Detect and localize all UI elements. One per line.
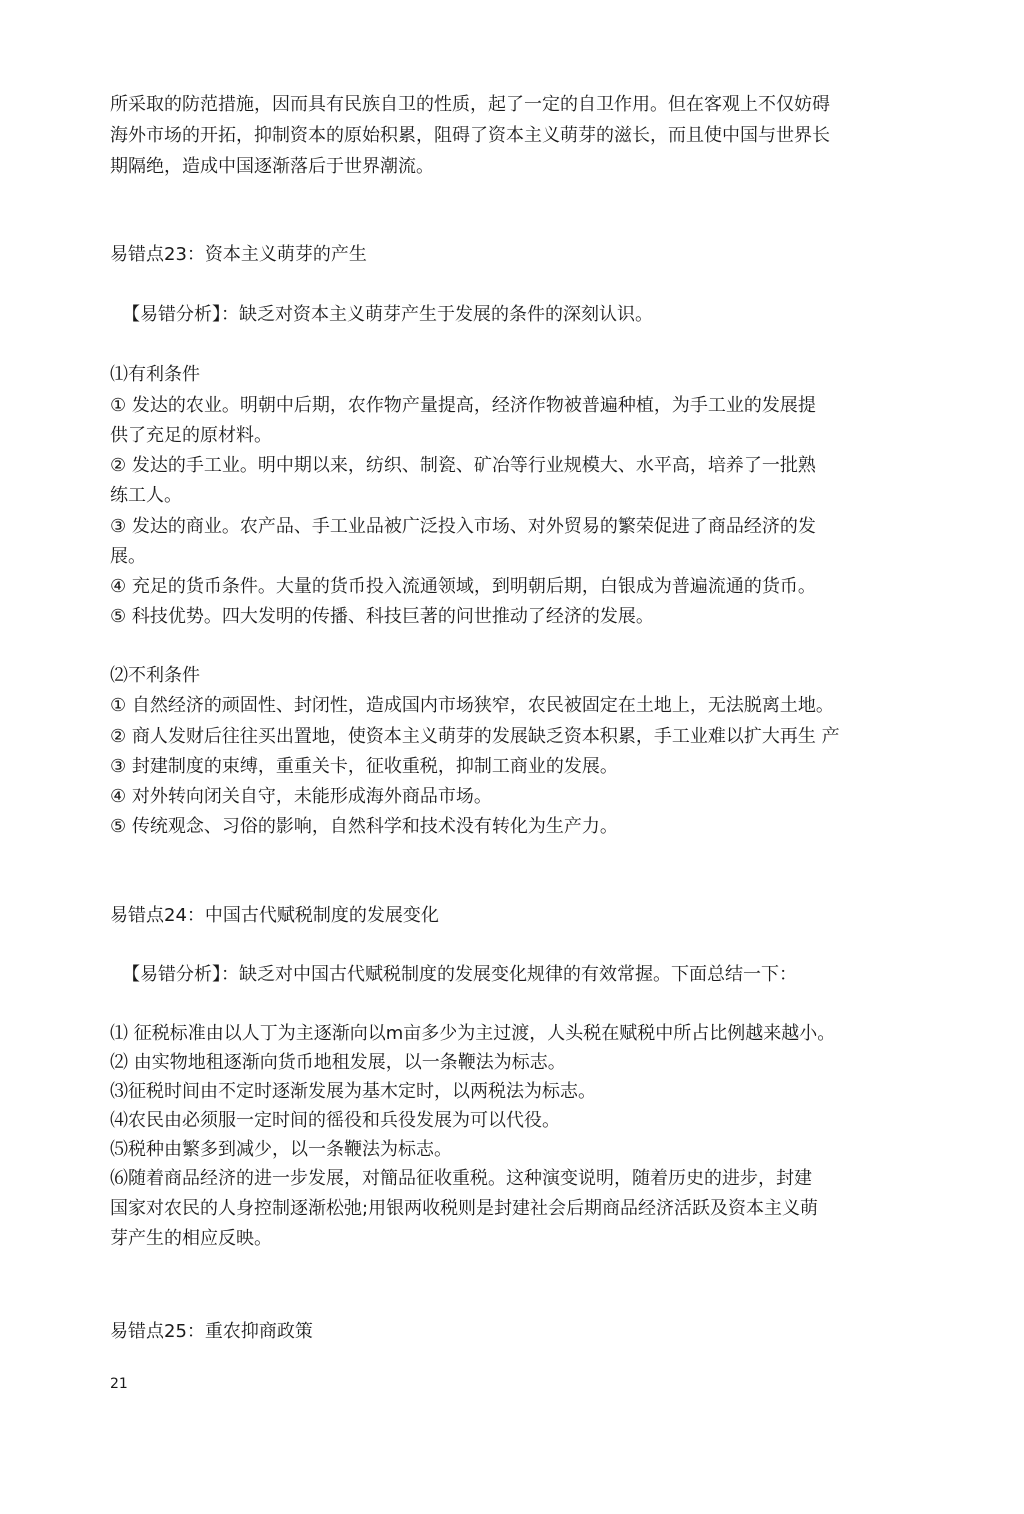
list-item: ④ 充足的货币条件。大量的货币投入流通领域，到明朝后期，白银成为普遍流通的货币。	[110, 576, 816, 597]
error-analysis-23: 【易错分析】：缺乏对资本主义萌芽产生于发展的条件的深刻认识。	[122, 304, 653, 325]
error-analysis-24: 【易错分析】：缺乏对中国古代赋税制度的发展变化规律的有效常握。下面总结一下：	[122, 964, 797, 985]
list-item: ① 自然经济的顽固性、封闭性，造成国内市场狭窄，农民被固定在土地上，无法脱离土地。	[110, 695, 834, 716]
list-item: 芽产生的相应反映。	[110, 1228, 272, 1249]
list-item: ⑤ 传统观念、习俗的影响，自然科学和技术没有转化为生产力。	[110, 816, 618, 837]
list-item: ⑤ 科技优势。四大发明的传播、科技巨著的问世推动了经济的发展。	[110, 606, 654, 627]
list-item: ⑷农民由必须服一定时间的徭役和兵役发展为可以代役。	[110, 1110, 560, 1131]
list-item: 供了充足的原材料。	[110, 425, 272, 446]
list-item: 展。	[110, 546, 146, 567]
list-item: 国家对农民的人身控制逐渐松弛;用银两收税则是封建社会后期商品经济活跃及资本主义萌	[110, 1198, 819, 1219]
list-item: ⑴ 征税标准由以人丁为主逐渐向以m亩多少为主过渡，人头税在赋税中所占比例越来越小。	[110, 1023, 836, 1044]
list-item: ⑸税种由繁多到减少，以一条鞭法为标志。	[110, 1139, 452, 1160]
list-item: ③ 发达的商业。农产品、手工业品被广泛投入市场、对外贸易的繁荣促进了商品经济的发	[110, 516, 816, 537]
paragraph-line: 期隔绝，造成中国逐渐落后于世界潮流。	[110, 156, 434, 177]
page-number: 21	[110, 1376, 128, 1392]
list-item: ② 发达的手工业。明中期以来，纺织、制瓷、矿冶等行业规模大、水平高，培养了一批熟	[110, 455, 816, 476]
section-heading-23: 易错点23：资本主义萌芽的产生	[110, 244, 367, 265]
list-item: ⑹随着商品经济的进一步发展，对簡品征收重税。这种演变说明，随着历史的进步，封建	[110, 1168, 812, 1189]
unfavorable-conditions-title: ⑵不利条件	[110, 665, 200, 686]
list-item: ⑵ 由实物地租逐渐向货币地租发展，以一条鞭法为标志。	[110, 1052, 566, 1073]
paragraph-line: 海外市场的开拓，抑制资本的原始积累，阻碍了资本主义萌芽的滋长，而且使中国与世界长	[110, 125, 830, 146]
list-item: ④ 对外转向闭关自守，未能形成海外商品市场。	[110, 786, 492, 807]
list-item: ① 发达的农业。明朝中后期，农作物产量提高，经济作物被普遍种植，为手工业的发展提	[110, 395, 816, 416]
favorable-conditions-title: ⑴有利条件	[110, 364, 200, 385]
list-item: 练工人。	[110, 485, 182, 506]
section-heading-24: 易错点24：中国古代赋税制度的发展变化	[110, 905, 439, 926]
list-item: ② 商人发财后往往买出置地，使资本主义萌芽的发展缺乏资本积累，手工业难以扩大再生 产	[110, 726, 840, 747]
paragraph-line: 所采取的防范措施，因而具有民族自卫的性质，起了一定的自卫作用。但在客观上不仅妨碍	[110, 94, 830, 115]
section-heading-25: 易错点25：重农抑商政策	[110, 1321, 313, 1342]
list-item: ③ 封建制度的束缚，重重关卡，征收重税，抑制工商业的发展。	[110, 756, 618, 777]
list-item: ⑶征税时间由不定时逐渐发展为基木定时，以两税法为标志。	[110, 1081, 596, 1102]
